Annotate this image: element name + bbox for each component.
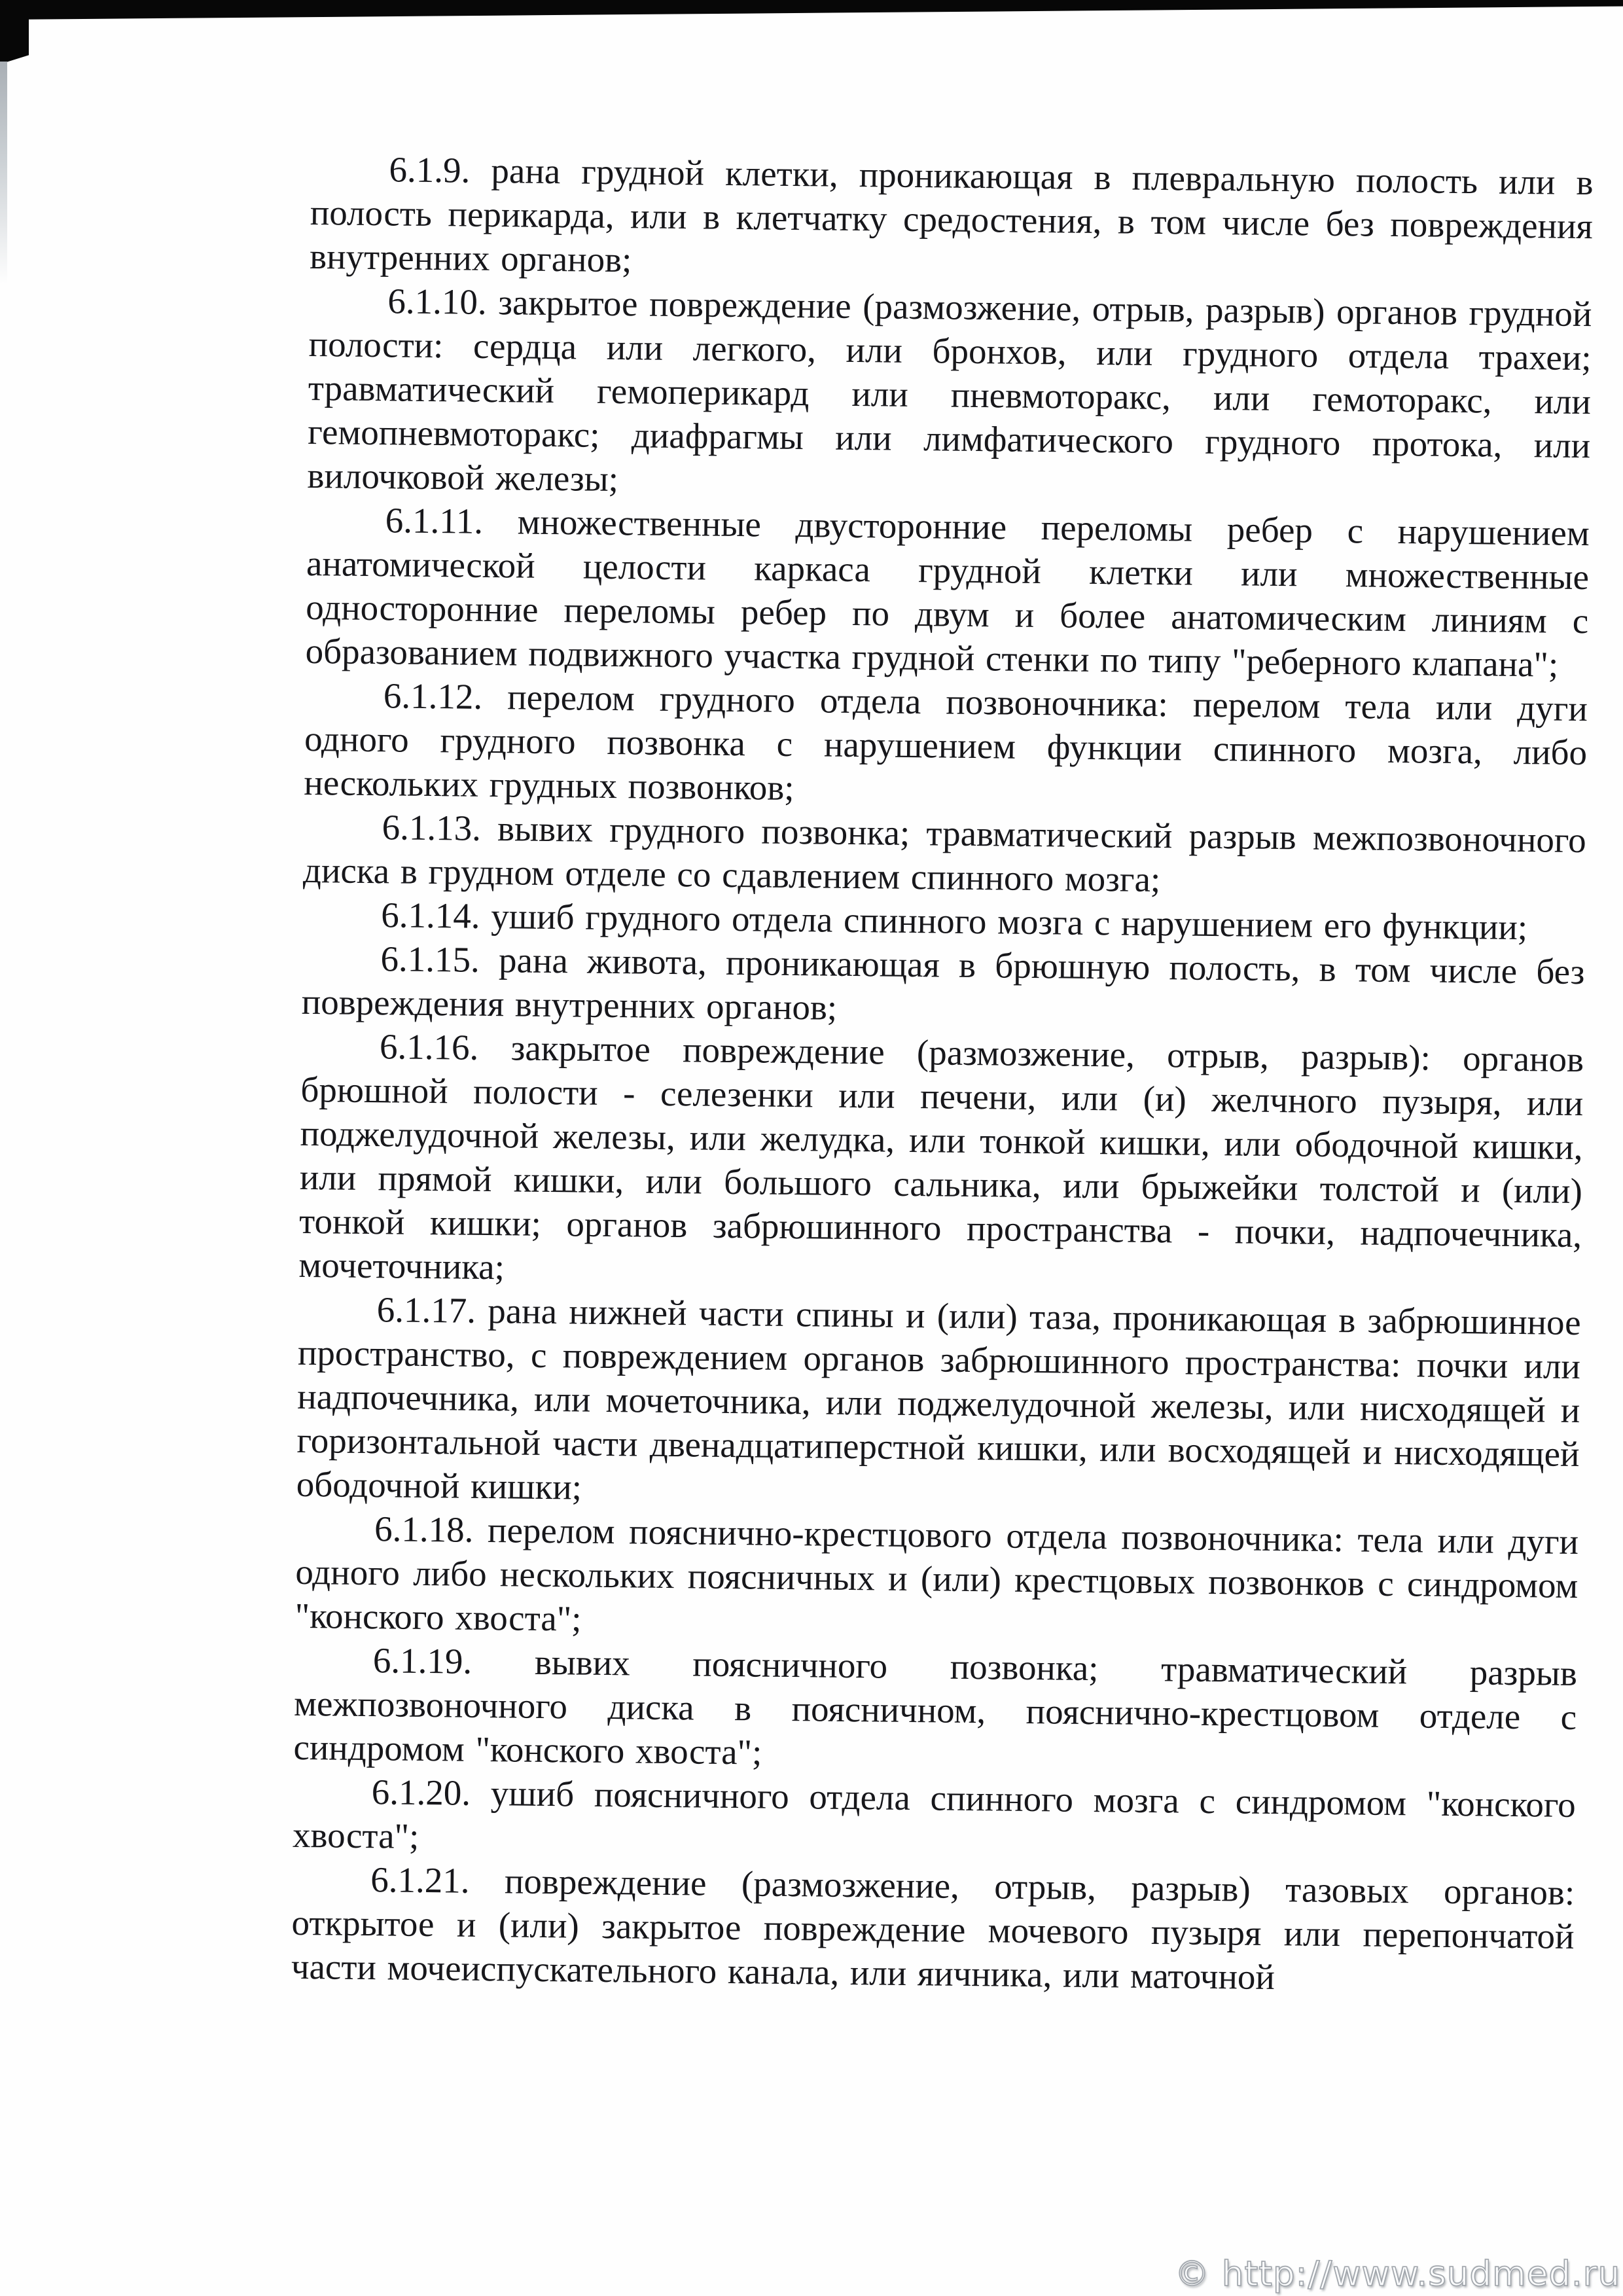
clause-6-1-15: 6.1.15. рана живота, проникающая в брюшную полость, в том числе без повреждения внутренних органов; bbox=[301, 939, 1585, 1028]
scan-edge-top bbox=[0, 0, 1623, 20]
clause-6-1-10: 6.1.10. закрытое повреждение (размозжение, отрыв, разрыв) органов грудной полости: сердца или легкого, или бронхов, или грудного отдела трахеи; травматический гемоперикард или пневмоторакс, или гемоторакс, или гемопневмоторакс; диафрагмы или лимфатического грудного протока, или вилочковой железы; bbox=[307, 281, 1592, 499]
scan-edge-left bbox=[0, 62, 7, 284]
watermark-sudmed: © http://www.sudmed.ru bbox=[1175, 2254, 1621, 2294]
clause-6-1-14: 6.1.14. ушиб грудного отдела спинного мозга с нарушением его функции; bbox=[380, 895, 1528, 948]
clause-6-1-12: 6.1.12. перелом грудного отдела позвоночника: перелом тела или дуги одного грудного позвонка с нарушением функции спинного мозга, либо нескольких грудных позвонков; bbox=[304, 675, 1588, 808]
clause-6-1-19: 6.1.19. вывих поясничного позвонка; травматический разрыв межпозвоночного диска в поясничном, пояснично-крестцовом отделе с синдромом "конского хвоста"; bbox=[293, 1640, 1578, 1772]
clause-6-1-21: 6.1.21. повреждение (размозжение, отрыв, разрыв) тазовых органов: открытое и (или) закрытое повреждение мочевого пузыря или перепончатой части мочеиспускательного канала, или яичника, или маточной bbox=[291, 1859, 1575, 1998]
clause-6-1-18: 6.1.18. перелом пояснично-крестцового отдела позвоночника: тела или дуги одного либо нескольких поясничных и (или) крестцовых позвонков с синдромом "конского хвоста"; bbox=[294, 1509, 1579, 1639]
clause-6-1-16: 6.1.16. закрытое повреждение (размозжение, отрыв, разрыв): органов брюшной полости - селезенки или печени, или (и) желчного пузыря, или поджелудочной железы, или желудка, или тонкой кишки, или ободочной кишки, или прямой кишки, или большого сальника, или брыжейки толстой и (или) тонкой кишки; органов забрюшинного пространства - почки, надпочечника, мочеточника; bbox=[298, 1026, 1584, 1287]
clause-6-1-9: 6.1.9. рана грудной клетки, проникающая в плевральную полость или в полость перикарда, или в клетчатку средостения, в том числе без повреждения внутренних органов; bbox=[309, 149, 1594, 280]
document-body bbox=[291, 147, 1594, 2002]
clause-6-1-17: 6.1.17. рана нижней части спины и (или) таза, проникающая в забрюшинное пространство, с повреждением органов забрюшинного пространства: почки или надпочечника, или мочеточника, или поджелудочной железы, или нисходящей и горизонтальной части двенадцатиперстной кишки, или восходящей и нисходящей ободочной кишки; bbox=[296, 1289, 1582, 1507]
scan-corner-mark bbox=[0, 0, 29, 64]
clause-6-1-13: 6.1.13. вывих грудного позвонка; травматический разрыв межпозвоночного диска в грудном отделе со сдавлением спинного мозга; bbox=[302, 807, 1586, 900]
clause-6-1-20: 6.1.20. ушиб поясничного отдела спинного мозга с синдромом "конского хвоста"; bbox=[292, 1772, 1577, 1856]
clause-6-1-11: 6.1.11. множественные двусторонние переломы ребер с нарушением анатомической целости каркаса грудной клетки или множественные односторонние переломы ребер по двум и более анатомическим линиям с образованием подвижного участка грудной стенки по типу "реберного клапана"; bbox=[305, 500, 1590, 685]
